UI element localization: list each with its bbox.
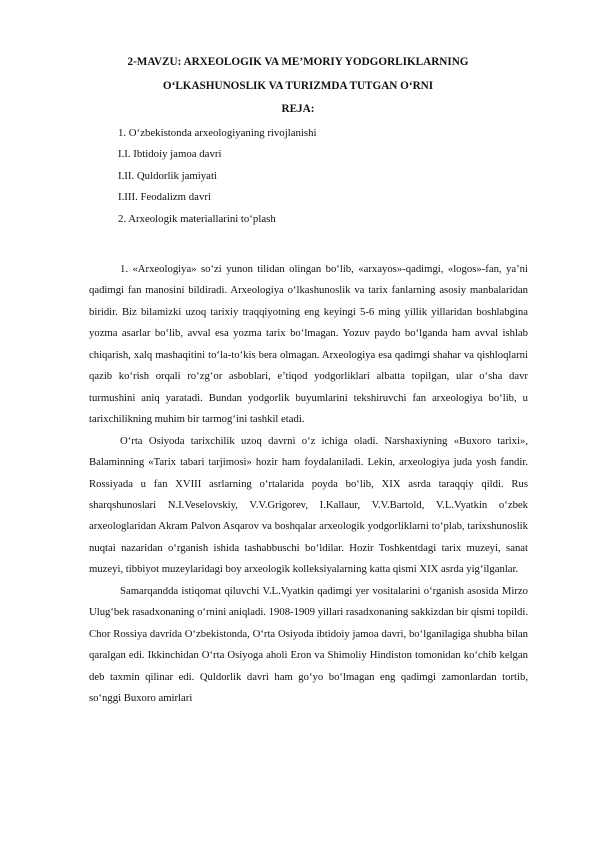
document-title-line-2: O‘LKASHUNOSLIK VA TURIZMDA TUTGAN O‘RNI: [162, 80, 434, 92]
plan-item: I.I. Ibtidoiy jamoa davri: [118, 148, 222, 161]
plan-list: [118, 126, 548, 233]
plan-item: 1. O‘zbekistonda arxeologiyaning rivojlanishi: [118, 127, 317, 139]
body-text: [89, 259, 528, 710]
paragraph: O‘rta Osiyoda tarixchilik uzoq davrni o‘z ichiga oladi. Narshaxiyning «Buxoro tarixi», Balaminning «Tarix tabari tarjimosi» hozir ham foydalaniladi. Lekin, arxeologiya juda yosh fandir. Rossiyada u fan XVIII asrlarning o‘rtalarida poyda bo‘lib, XIX asrda taraqqiy qildi. Rus sharqshunoslari N.I.Veselovskiy, V.V.Grigorev, I.Kallaur, V.V.Bartold, V.L.Vyatkin o‘zbek arxeologlaridan Akram Palvon Asqarov va boshqalar arxeologik yodgorliklarni to‘plab, tarixshunoslik nuqtai nazaridan o‘rganish ishida tashabbuschi bo‘ldilar. Hozir Toshkentdagi tarix muzeyi, sanat muzeyi, tibbiyot muzeylaridagi boy arxeologik kolleksiyalarning katta qismi XIX asrda yig‘ilganlar.: [89, 434, 528, 576]
document-title-line-1: 2-MAVZU: ARXEOLOGIK VA ME’MORIY YODGORLIKLARNING: [127, 56, 469, 68]
plan-item: 2. Arxeologik materiallarini to‘plash: [118, 212, 276, 225]
paragraph: Samarqandda istiqomat qiluvchi V.L.Vyatkin qadimgi yer vositalarini o‘rganish asosida Mirzo Ulug‘bek rasadxonaning o‘rnini aniqladi. 1908-1909 yillari rasadxonaning sakkizdan bir qismi topildi. Chor Rossiya davrida O‘zbekistonda, O‘rta Osiyoda ibtidoiy jamoa davri, bo‘lganilagiga shubha bilan qaralgan edi. Ikkinchidan O‘rta Osiyoga aholi Eron va Shimoliy Hindiston tomonidan ko‘chib kelgan deb taxmin qilinar edi. Quldorlik davri ham go‘yo bo‘lmagan eng qadimgi zamonlardan tortib, so‘nggi Buxoro amirlari: [89, 584, 528, 705]
plan-item: I.II. Quldorlik jamiyati: [118, 169, 217, 182]
paragraph: 1. «Arxeologiya» so‘zi yunon tilidan olingan bo‘lib, «arxayos»-qadimgi, «logos»-fan, ya’ni qadimgi fan manosini bildiradi. Arxeologiya o‘lkashunoslik va tarix fanlarning asosiy manbalaridan biridir. Biz bilamizki uzoq tarixiy traqqiyotning eng keyingi 5-6 ming yillik yillaridan boshlabgina yozma asarlar bo‘lib, avval esa yozma tarix bo‘lmagan. Yozuv paydo bo‘lganda ham avval ishlab chiqarish, xalq mashaqitini to‘la-to‘kis bera olmagan. Arxeologiya esa qadimgi shahar va qishloqlarni qazib ko‘rish orqali ro‘zg‘or asboblari, e’tiqod yodgorliklari albatta topilgan, ular o‘sha davr turmushini aniq yaratadi. Bundan yodgorlik buyumlarini tekshiruvchi fan arxeologiya bo‘lib, u tarixchilikning muhim bir tarmog‘ini tashkil etadi.: [89, 263, 528, 426]
plan-heading: REJA:: [281, 103, 315, 115]
plan-item: I.III. Feodalizm davri: [118, 191, 211, 204]
